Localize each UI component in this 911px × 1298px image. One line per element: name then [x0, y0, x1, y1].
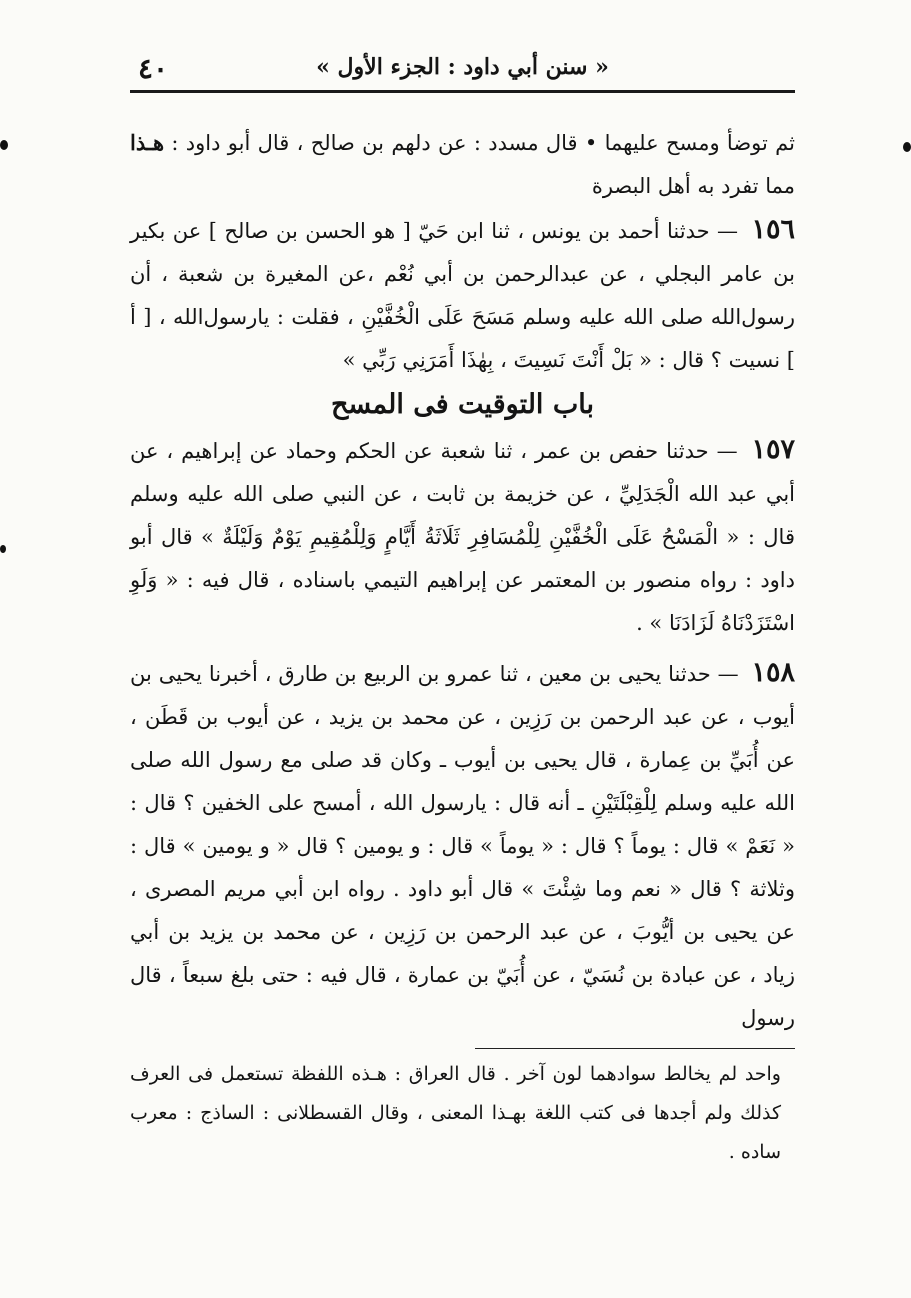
left-edge-mark: [0, 140, 8, 150]
intro-tail: هـذا: [130, 130, 165, 155]
section-title: باب التوقيت فى المسح: [330, 389, 594, 420]
page-header: [130, 40, 795, 93]
hadith-157: [130, 428, 795, 645]
intro-line: ثم توضأ ومسح عليهما • قال مسدد : عن دلهم بن صالح ، قال أبو داود :: [171, 131, 795, 155]
hadith-text-158: — حدثنا يحيى بن معين ، ثنا عمرو بن الربيع بن طارق ، أخبرنا يحيى بن أيوب ، عن عبد الرحمن بن رَزِين ، عن محمد بن يزيد ، عن أيوب بن قَطَن ، عن أُبَيِّ بن عِمارة ، قال يحيى بن أيوب ـ وكان قد صلى مع رسول الله صلى الله عليه وسلم لِلْقِبْلَتَيْنِ ـ أنه قال : يارسول الله ، أمسح على الخفين ؟ قال : « نَعَمْ » قال : يوماً ؟ قال : « يوماً » قال : و يومين ؟ قال « و يومين » قال : وثلاثة ؟ قال « نعم وما شِئْتَ » قال أبو داود . رواه ابن أبي مريم المصرى ، عن يحيى بن أيُّوبَ ، عن عبد الرحمن بن رَزِين ، عن محمد بن يزيد بن أبي زياد ، عن عبادة بن نُسَيّ ، عن أُبَيّ بن عمارة ، قال فيه : حتى بلغ سبعاً ، قال رسول: [130, 662, 796, 1030]
hadith-156: [130, 208, 795, 382]
hadith-number-157: ١٥٧: [751, 434, 796, 465]
page-number: ٤٠: [138, 52, 169, 85]
hadith-text-156: — حدثنا أحمد بن يونس ، ثنا ابن حَيّ [ هو الحسن بن صالح ] عن بكير بن عامر البجلي ، عن عبدالرحمن بن أبي نُعْم ،عن المغيرة بن شعبة ، أن رسول‌الله صلى الله عليه وسلم مَسَحَ عَلَى الْخُفَّيْنِ ، فقلت : يارسول‌الله ، [ أ ] نسيت ؟ قال : « بَلْ أَنْتَ نَسِيتَ ، بِهٰذَا أَمَرَنِي رَبِّي »: [130, 219, 795, 372]
left-edge-mark-lower: [0, 545, 6, 553]
hadith-158: [130, 651, 795, 1040]
hadith-text-157: — حدثنا حفص بن عمر ، ثنا شعبة عن الحكم وحماد عن إبراهيم ، عن أبي عبد الله الْجَدَلِيِّ ، عن خزيمة بن ثابت ، عن النبي صلى الله عليه وسلم قال : « الْمَسْحُ عَلَى الْخُفَّيْنِ لِلْمُسَافِرِ ثَلَاثَةُ أَيَّامٍ وَلِلْمُقِيمِ يَوْمٌ وَلَيْلَةٌ » قال أبو داود : رواه منصور بن المعتمر عن إبراهيم التيمي باسناده ، قال فيه : « وَلَوِ اسْتَزَدْنَاهُ لَزَادَنَا » .: [130, 439, 795, 635]
intro-paragraph: [130, 121, 795, 208]
footnote: واحد لم يخالط سوادهما لون آخر . قال العراق : هـذه اللفظة تستعمل فى العرف كذلك ولم أجدها فى كتب اللغة بهـذا المعنى ، وقال القسطلانى : الساذج : معرب ساده .: [130, 1063, 781, 1163]
book-page: [130, 40, 795, 1270]
hadith-number-156: ١٥٦: [751, 214, 795, 245]
intro-line-2: مما تفرد به أهل البصرة: [591, 174, 795, 198]
page-body: [130, 121, 795, 1040]
footnote-rule: [475, 1048, 795, 1049]
hadith-number-158: ١٥٨: [751, 657, 795, 688]
right-edge-mark: [903, 142, 911, 152]
running-head: « سنن أبي داود : الجزء الأول »: [316, 54, 609, 80]
